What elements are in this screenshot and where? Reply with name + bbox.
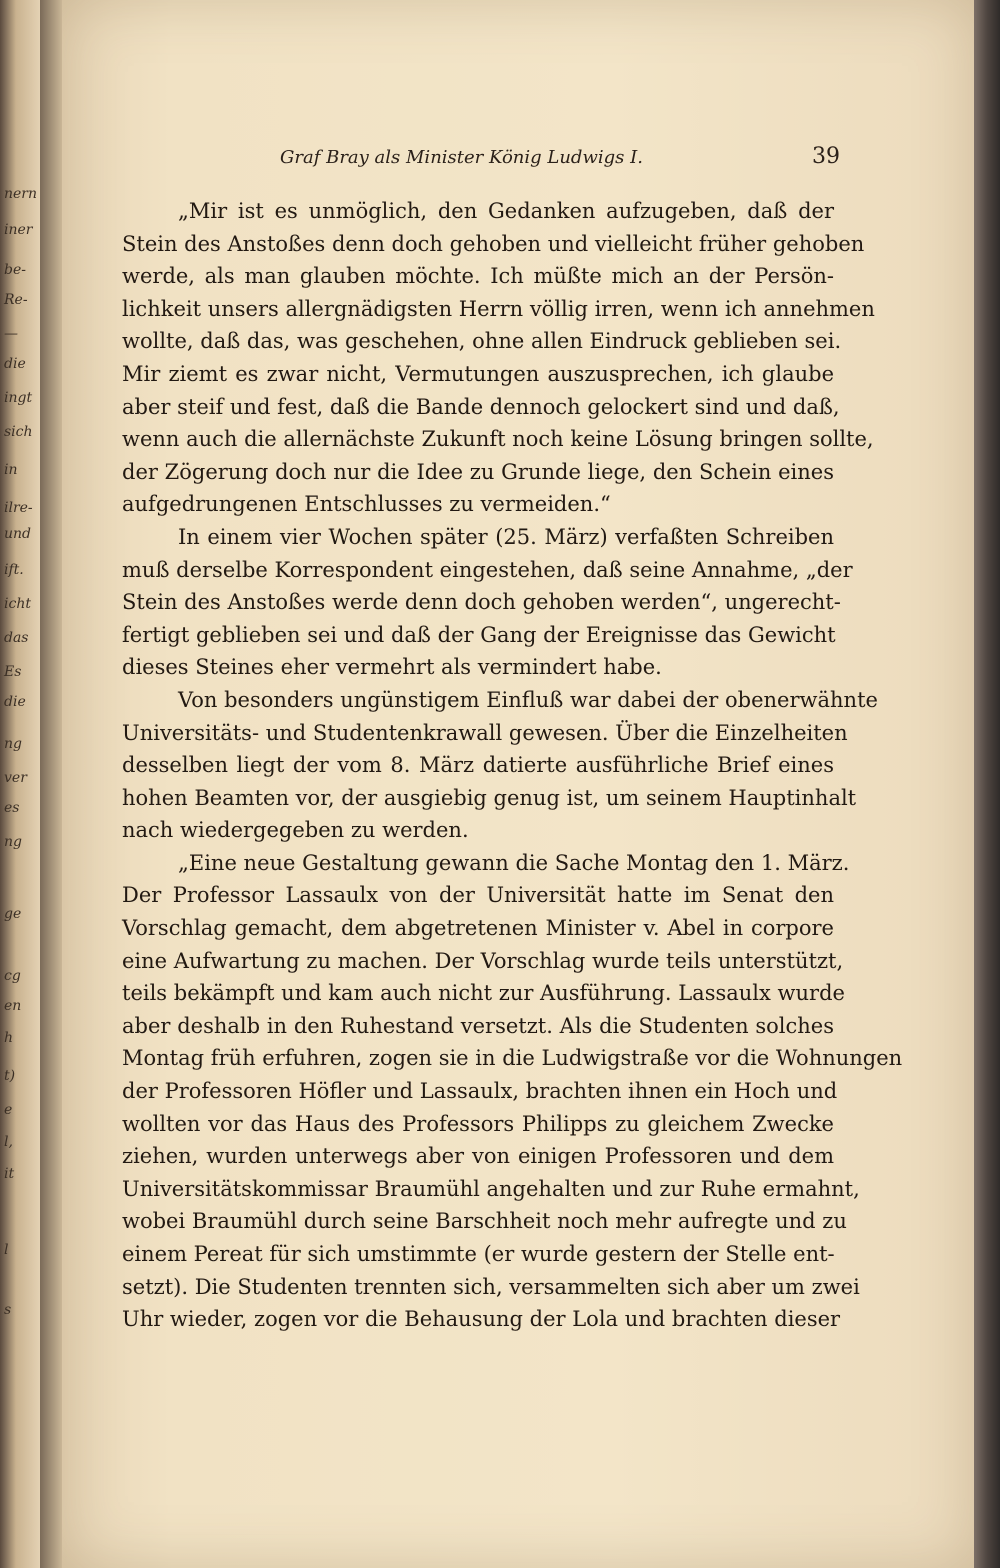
margin-fragment: iner — [4, 222, 33, 238]
margin-fragment: in — [4, 462, 18, 478]
text-line: aber deshalb in den Ruhestand versetzt. Als die Studenten solches — [122, 1013, 834, 1038]
text-line: Der Professor Lassaulx von der Universität hatte im Senat den — [122, 883, 834, 908]
text-line: nach wiedergegeben zu werden. — [122, 818, 469, 843]
text-line: wollte, daß das, was geschehen, ohne allen Eindruck geblieben sei. — [122, 329, 842, 354]
margin-fragment: ng — [4, 736, 22, 752]
margin-fragment: nern — [4, 186, 38, 202]
margin-fragment: be- — [4, 262, 26, 278]
text-line: wobei Braumühl durch seine Barschheit noch mehr aufregte und zu — [122, 1209, 847, 1234]
text-line: „Mir ist es unmöglich, den Gedanken aufzugeben, daß der — [178, 199, 834, 223]
margin-fragment: die — [4, 356, 26, 372]
text-line: werde, als man glauben möchte. Ich müßte mich an der Persön- — [122, 264, 834, 289]
text-line: ziehen, wurden unterwegs aber von einigen Professoren und dem — [122, 1144, 834, 1169]
book-cover-edge — [974, 0, 1000, 1568]
text-line: Uhr wieder, zogen vor die Behausung der Lola und brachten dieser — [122, 1307, 841, 1332]
text-line: wollten vor das Haus des Professors Philipps zu gleichem Zwecke — [122, 1111, 834, 1136]
margin-fragment: ift. — [4, 562, 24, 578]
text-line: Universitäts- und Studentenkrawall gewesen. Über die Einzelheiten — [122, 720, 848, 745]
text-line: lichkeit unsers allergnädigsten Herrn völlig irren, wenn ich annehmen — [122, 296, 875, 321]
text-line: dieses Steines eher vermehrt als vermindert habe. — [122, 655, 662, 680]
margin-fragment: it — [4, 1166, 15, 1182]
page-header — [280, 144, 840, 169]
text-line: Von besonders ungünstigem Einfluß war dabei der obenerwähnte — [178, 687, 878, 712]
margin-fragment: ng — [4, 834, 22, 850]
margin-fragment: icht — [4, 596, 31, 612]
margin-fragment: es — [4, 800, 20, 816]
body-text — [122, 195, 903, 1336]
margin-fragment: e — [4, 1102, 13, 1118]
text-line: hohen Beamten vor, der ausgiebig genug ist, um seinem Hauptinhalt — [122, 785, 857, 810]
previous-page-edge — [0, 0, 40, 1568]
text-line: muß derselbe Korrespondent eingestehen, daß seine Annahme, „der — [122, 557, 853, 582]
page-number: 39 — [812, 144, 840, 169]
text-line: fertigt geblieben sei und daß der Gang der Ereignisse das Gewicht — [122, 622, 836, 647]
text-line: der Professoren Höfler und Lassaulx, brachten ihnen ein Hoch und — [122, 1079, 838, 1104]
text-line: der Zögerung doch nur die Idee zu Grunde liege, den Schein eines — [122, 459, 834, 484]
margin-fragment: ver — [4, 770, 27, 786]
text-line: aufgedrungenen Entschlusses zu vermeiden.“ — [122, 492, 611, 517]
text-line: einem Pereat für sich umstimmte (er wurde gestern der Stelle ent- — [122, 1242, 835, 1266]
text-line: Stein des Anstoßes denn doch gehoben und vielleicht früher gehoben — [122, 231, 865, 256]
margin-fragment: l, — [4, 1134, 13, 1150]
text-line: Montag früh erfuhren, zogen sie in die Ludwigstraße vor die Wohnungen — [122, 1046, 903, 1071]
text-line: setzt). Die Studenten trennten sich, versammelten sich aber um zwei — [122, 1274, 860, 1299]
margin-fragment: h — [4, 1030, 14, 1046]
margin-fragment: l — [4, 1242, 9, 1258]
margin-fragment: das — [4, 630, 29, 646]
margin-fragment: die — [4, 694, 26, 710]
running-title: Graf Bray als Minister König Ludwigs I. — [280, 147, 643, 168]
text-line: Universitätskommissar Braumühl angehalten und zur Ruhe ermahnt, — [122, 1176, 860, 1201]
text-line: wenn auch die allernächste Zukunft noch keine Lösung bringen sollte, — [122, 427, 874, 452]
margin-fragment: sich — [4, 424, 33, 440]
margin-fragment: und — [4, 526, 31, 542]
margin-fragment: t) — [4, 1068, 16, 1084]
margin-fragment: ilre- — [4, 500, 33, 516]
margin-fragment: — — [4, 326, 18, 342]
text-line: desselben liegt der vom 8. März datierte ausführliche Brief eines — [122, 753, 834, 778]
margin-fragment: ge — [4, 906, 22, 922]
margin-fragment: s — [4, 1302, 12, 1318]
margin-fragment: Es — [4, 664, 22, 680]
text-line: Mir ziemt es zwar nicht, Vermutungen auszusprechen, ich glaube — [122, 361, 834, 386]
margin-fragment: en — [4, 998, 22, 1014]
text-line: In einem vier Wochen später (25. März) verfaßten Schreiben — [178, 524, 834, 549]
text-line: teils bekämpft und kam auch nicht zur Ausführung. Lassaulx wurde — [122, 981, 845, 1006]
text-line: aber steif und fest, daß die Bande dennoch gelockert sind und daß, — [122, 394, 840, 419]
text-line: „Eine neue Gestaltung gewann die Sache Montag den 1. März. — [178, 850, 850, 875]
margin-fragment: Re- — [4, 292, 28, 308]
margin-fragment: ingt — [4, 390, 33, 406]
text-line: Vorschlag gemacht, dem abgetretenen Minister v. Abel in corpore — [122, 916, 834, 941]
text-line: eine Aufwartung zu machen. Der Vorschlag wurde teils unterstützt, — [122, 948, 844, 973]
text-line: Stein des Anstoßes werde denn doch gehoben werden“, ungerecht- — [122, 590, 841, 615]
margin-fragment: cg — [4, 968, 21, 984]
